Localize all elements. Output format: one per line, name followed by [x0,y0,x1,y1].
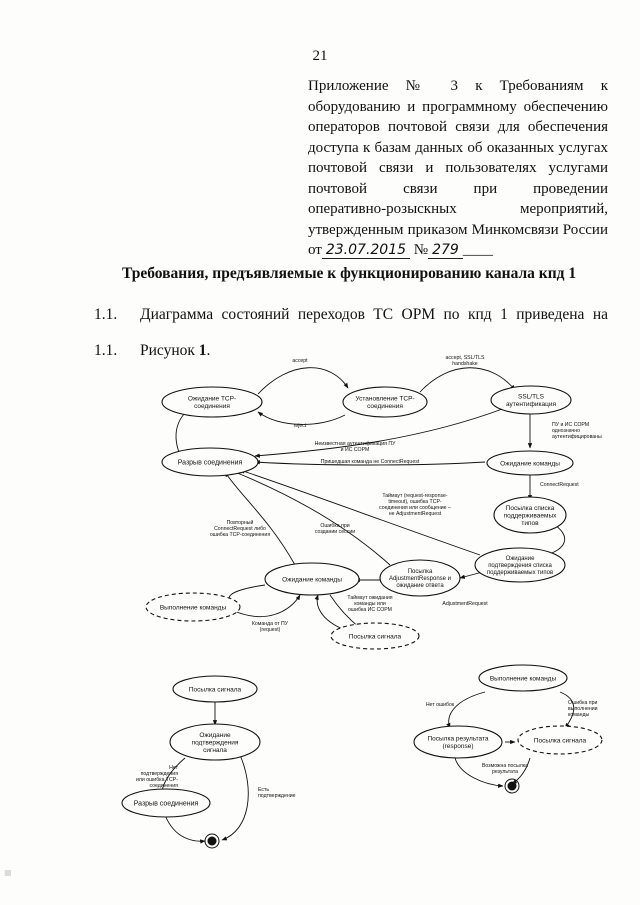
section-heading: Требования, предъявляемые к функционированию канала кпд 1 [122,265,577,282]
state-label-send-signal-3: Посылка сигнала [533,737,587,745]
transition-disc-to-end [165,815,205,841]
state-label-send-signal: Посылка сигнала [348,633,402,641]
state-label-send-signal-2: Посылка сигнала [188,686,242,694]
transition-timeout [240,470,480,555]
appendix-line: почтовой связи при проведении [308,180,608,197]
state-label-disconnect-2: Разрыв соединения [133,800,199,808]
paragraph-2-text: Рисунок [140,342,199,359]
transition-label-exec-error: Ошибка при выполнении команды [568,699,598,718]
transition-label-no-tcp-error: Нет подтверждения или ошибка TCP-соединения [136,764,178,789]
diagram-states [122,386,602,848]
transition-label-await-cmds-timeout: Таймаут ожидания команды или ошибка ИС СОРМ [347,594,393,613]
transition-reconnect [225,472,295,565]
state-label-await-confirm-signal: Ожидание подтверждения сигнала [191,731,239,754]
transition-label-no-errors: Нет ошибок [425,701,455,708]
order-date-number-line: от 23.07.2015 № 279 ____ [308,242,493,258]
paragraph-2-number: 1.1. [94,342,118,359]
paragraph-1-number: 1.1. [94,306,118,323]
state-label-disconnect: Разрыв соединения [177,459,243,467]
state-label-exec-cmd-2: Выполнение команды [489,675,557,683]
appendix-line: почтовой связи и пользователях услугами [308,160,608,176]
state-label-send-adjustment: Посылка AdjustmentResponse и ожидание ответа [388,569,452,589]
transition-label-connect-request: ConnectRequest [540,481,579,488]
appendix-line: оперативно-розыскных мероприятий, [308,201,608,217]
appendix-line: утвержденным приказом Минкомсвязи России [308,221,608,238]
handwritten-order-number: 279 [428,242,463,259]
transition-accept-ssl [420,368,515,392]
appendix-line: доступа к базам данных об оказанных услугах [308,139,608,156]
state-label-exec-cmd: Выполнение команды [159,604,227,612]
state-label-establish-tcp: Установление TCP-соединения [355,395,415,411]
transition-label-send-possible: Возможна посылка результата [481,762,529,775]
state-label-await-cmd-top: Ожидание команды [500,460,560,468]
transition-accept [258,368,348,394]
end-state-right-inner [508,782,517,791]
transition-label-cmd-from-pu: Команда от ПУ (request) [251,620,289,633]
transition-got-confirm [222,755,248,840]
appendix-line: оборудованию и программному обеспечению [308,98,608,115]
transition-label-adjustment-request: AdjustmentRequest [442,600,488,607]
from-label: от [308,242,322,258]
scan-margin-mark: ||| [4,870,11,877]
state-label-await-cmd-mid: Ожидание команды [282,576,342,584]
page-number: 21 [312,48,328,64]
transition-label-accept-ssl: accept, SSL/TLS handshake [445,354,485,367]
figure-number: 1 [198,342,207,359]
transition-label-not-connect: Пришедшая команда не ConnectRequest [320,458,420,465]
appendix-line: Приложение № 3 к Требованиям к [308,78,608,94]
transition-conn-error [230,470,390,565]
state-label-send-types: Посылка списка поддерживаемых типов [503,504,557,527]
transition-exec-back [232,595,300,617]
paragraph-2-end: . [206,342,211,359]
transition-label-got-confirm: Есть подтверждение [258,786,296,799]
transition-label-auth-ok: ПУ и ИС СОРМ однозначно аутентифицированы [552,421,602,440]
transition-label-timeout: Таймаут (request-response-timeout), ошибка TCP-соединения или сообщение – не AdjustmentRequest [379,492,451,517]
transition-label-accept: accept [292,357,308,364]
end-state-left-inner [208,837,217,846]
transition-label-reconnect: Повторный ConnectRequest либо ошибка TCP-соединения [209,519,271,538]
appendix-line: операторов почтовой связи для обеспечения [308,119,608,135]
transition-signal-back [317,595,345,630]
paragraph-1-text: Диаграмма состояний переходов ТС ОРМ по кпд 1 приведена на [140,306,608,323]
transition-no-errors [449,692,485,728]
transition-label-auth-fail: Неизвестная аутентификация ПУ и ИС СОРМ [314,440,396,453]
transition-label-conn-error: Ошибка при создании сессии [314,522,356,535]
state-label-send-result: Посылка результата (response) [427,735,489,751]
state-label-ssl-auth: SSL/TLS аутентификация [506,393,556,409]
state-label-await-confirm-types: Ожидание подтверждения списка поддерживаемых типов [486,556,554,576]
number-label: № [413,242,429,258]
transition-label-reject: reject [293,422,307,429]
handwritten-date: 23.07.2015 [322,242,410,259]
state-label-await-tcp: Ожидание TCP-соединения [187,395,237,411]
